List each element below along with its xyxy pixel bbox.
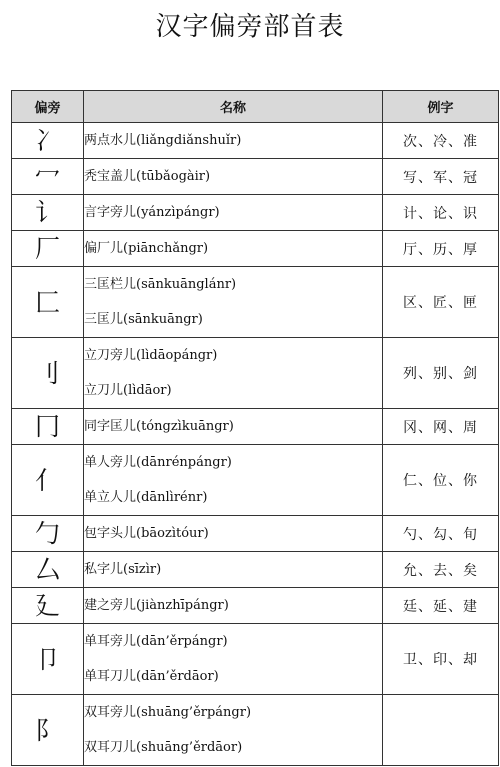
table-row [12,159,499,195]
name-cell [84,195,383,231]
table-row [12,231,499,267]
examples-cell: 列、别、剑 [383,338,499,409]
radical-cell: 卩 [12,624,84,695]
radical-cell: 厶 [12,552,84,588]
examples-cell: 计、论、识 [383,195,499,231]
radical-name: 三匡儿(sānkuāngr) [84,312,203,327]
table-row [12,123,499,159]
examples-cell: 廷、延、建 [383,588,499,624]
radical-name: 双耳刀儿(shuāng’ěrdāor) [84,740,243,755]
examples-cell: 勺、勾、旬 [383,516,499,552]
radical-name: 同字匡儿(tóngzìkuāngr) [84,419,234,434]
radical-name: 两点水儿(liǎngdiǎnshuǐr) [84,133,242,148]
header-name: 名称 [84,91,383,123]
radical-name: 单立人儿(dānlìrénr) [84,490,208,505]
table-row [12,516,499,552]
radical-cell: 厂 [12,231,84,267]
table-row [12,338,499,409]
table-row [12,552,499,588]
table-row [12,624,499,695]
radical-cell: 讠 [12,195,84,231]
radical-name: 立刀旁儿(lìdāopángr) [84,348,218,363]
radical-cell: 冖 [12,159,84,195]
radical-cell: 刂 [12,338,84,409]
name-cell [84,338,383,409]
radical-name: 包字头儿(bāozìtóur) [84,526,209,541]
radical-cell: 勹 [12,516,84,552]
name-cell [84,588,383,624]
name-cell [84,695,383,766]
header-examples: 例字 [383,91,499,123]
radical-name: 建之旁儿(jiànzhīpángr) [84,598,229,613]
examples-cell: 写、军、冠 [383,159,499,195]
name-cell [84,445,383,516]
name-cell [84,516,383,552]
table-row [12,588,499,624]
radical-name: 单人旁儿(dānrénpángr) [84,455,232,470]
name-cell [84,624,383,695]
examples-cell: 允、去、矣 [383,552,499,588]
radical-name: 三匡栏儿(sānkuānglánr) [84,277,237,292]
header-radical: 偏旁 [12,91,84,123]
radical-name: 言字旁儿(yánzìpángr) [84,205,220,220]
radical-name: 秃宝盖儿(tūbǎogàir) [84,169,211,184]
examples-cell: 次、冷、准 [383,123,499,159]
radical-cell: 阝 [12,695,84,766]
radical-name: 私字儿(sīzìr) [84,562,162,577]
name-cell [84,409,383,445]
radical-name: 立刀儿(lìdāor) [84,383,172,398]
radical-cell: 廴 [12,588,84,624]
examples-cell [383,695,499,766]
table-row [12,267,499,338]
page-title: 汉字偏旁部首表 [155,12,345,42]
table-row [12,195,499,231]
table-row [12,445,499,516]
radical-cell: 亻 [12,445,84,516]
examples-cell: 区、匠、匣 [383,267,499,338]
name-cell [84,267,383,338]
radical-cell: 匚 [12,267,84,338]
radical-cell: 冂 [12,409,84,445]
radical-name: 单耳旁儿(dān’ěrpángr) [84,634,228,649]
name-cell [84,123,383,159]
name-cell [84,552,383,588]
name-cell [84,159,383,195]
examples-cell: 冈、网、周 [383,409,499,445]
name-cell [84,231,383,267]
table-body [12,123,499,766]
radical-name: 偏厂儿(piānchǎngr) [84,241,209,256]
radical-cell: 冫 [12,123,84,159]
table-header-row [12,91,499,123]
radical-table [11,90,499,766]
radical-name: 双耳旁儿(shuāng’ěrpángr) [84,705,252,720]
examples-cell: 厅、历、厚 [383,231,499,267]
table-row [12,695,499,766]
examples-cell: 卫、印、却 [383,624,499,695]
radical-name: 单耳刀儿(dān’ěrdāor) [84,669,219,684]
examples-cell: 仁、位、你 [383,445,499,516]
table-row [12,409,499,445]
